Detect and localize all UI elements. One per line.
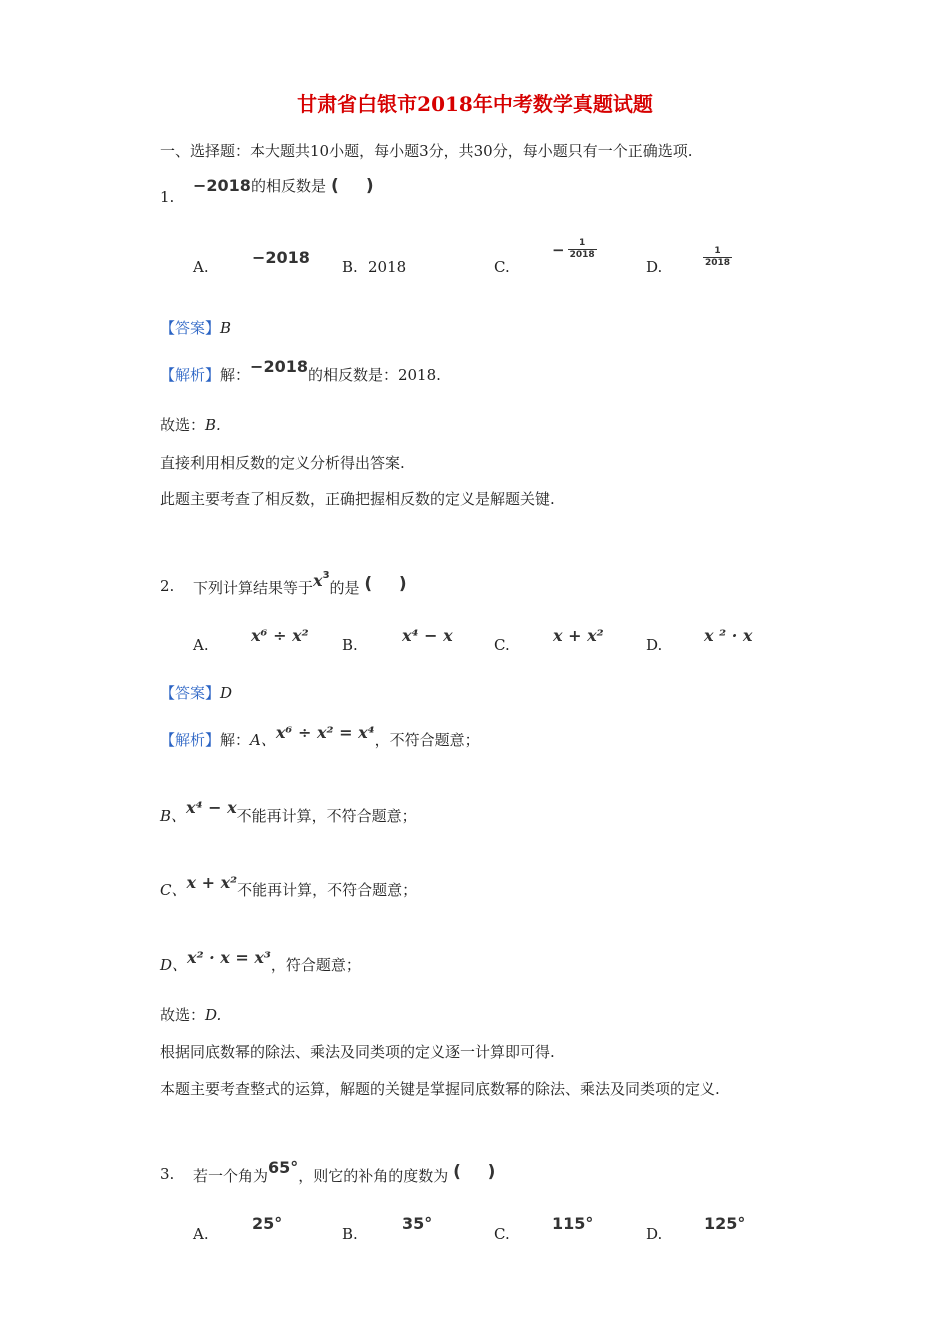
q2-stem-pre: 下列计算结果等于: [193, 579, 314, 597]
q1-option-a-label: A.: [193, 258, 209, 276]
q3-option-d-label: D.: [646, 1225, 663, 1243]
q1-analysis-post: 的相反数是：2018.: [307, 366, 441, 384]
q1-stem: [193, 175, 374, 196]
q2-b-expr: x⁴ − x: [186, 798, 237, 817]
q2-b-letter: B、: [160, 807, 187, 825]
q3-stem-expr: 65°: [268, 1158, 299, 1177]
q3-paren-open: (: [453, 1162, 461, 1182]
q3-stem-post: ，则它的补角的度数为: [298, 1167, 449, 1185]
q2-option-a-label: A.: [193, 636, 209, 654]
q2-analysis-tag: 【解析】: [160, 731, 221, 749]
q1-choose-letter: B.: [205, 416, 221, 434]
q1-analysis: [160, 357, 441, 385]
q1-option-c-numerator: 1: [578, 238, 586, 248]
q2-option-d-value: x ² · x: [704, 626, 753, 645]
q1-option-d-denominator: 2018: [705, 258, 731, 268]
q2-option-d-label: D.: [646, 636, 663, 654]
q1-option-d-fraction: [703, 246, 732, 269]
q2-stem-exp: 3: [322, 570, 330, 581]
q2-analysis-c: [160, 873, 418, 900]
q2-b-text: 不能再计算，不符合题意；: [236, 807, 417, 825]
q3-stem: [193, 1158, 496, 1186]
q2-option-b-label: B.: [342, 636, 358, 654]
q1-answer: [160, 317, 231, 338]
q2-number: 2.: [160, 577, 175, 595]
q2-c-expr: x + x²: [186, 873, 238, 892]
q2-c-letter: C、: [160, 881, 187, 899]
q2-option-c-label: C.: [494, 636, 510, 654]
q3-number: 3.: [160, 1165, 175, 1183]
q1-paren-open: (: [331, 176, 339, 196]
q2-explanation-2: 本题主要考查整式的运算，解题的关键是掌握同底数幂的除法、乘法及同类项的定义.: [160, 1080, 720, 1098]
q2-a-letter: A、: [250, 731, 276, 749]
q1-option-c-label: C.: [494, 258, 510, 276]
q1-choose-text: 故选：: [160, 416, 206, 434]
q1-explanation-1: 直接利用相反数的定义分析得出答案.: [160, 454, 405, 472]
q1-choose: [160, 414, 221, 435]
q1-option-d-value: [703, 238, 732, 269]
q3-option-b-label: B.: [342, 1225, 358, 1243]
q1-answer-value: B: [220, 319, 232, 337]
q2-a-text: ，不符合题意；: [374, 731, 480, 749]
q2-option-b-value: x⁴ − x: [402, 626, 453, 645]
q2-analysis-d: [160, 948, 361, 975]
q1-option-c-sign: −: [552, 240, 565, 259]
q2-option-a-value: x⁶ ÷ x²: [251, 626, 309, 645]
q3-option-a-value: 25°: [252, 1214, 283, 1233]
q3-option-c-label: C.: [494, 1225, 510, 1243]
q2-d-text: ，符合题意；: [270, 956, 361, 974]
q3-paren-close: ): [487, 1162, 496, 1182]
q2-analysis-pre: 解：: [220, 731, 251, 749]
q1-option-d-label: D.: [646, 258, 663, 276]
q1-option-d-numerator: 1: [714, 246, 721, 256]
q3-stem-pre: 若一个角为: [193, 1167, 269, 1185]
q2-c-text: 不能再计算，不符合题意；: [237, 881, 418, 899]
q1-option-b-value: 2018: [368, 258, 407, 276]
q1-option-c-denominator: 2018: [569, 250, 595, 260]
q1-stem-text: 的相反数是: [250, 177, 326, 195]
q1-analysis-expr: −2018: [250, 357, 308, 376]
q2-analysis-b: [160, 798, 417, 826]
q2-choose-letter: D.: [205, 1006, 222, 1024]
section-heading: 一、选择题：本大题共10小题，每小题3分，共30分，每小题只有一个正确选项.: [160, 142, 693, 160]
q3-option-a-label: A.: [193, 1225, 209, 1243]
q1-analysis-tag: 【解析】: [160, 366, 221, 384]
q2-explanation-1: 根据同底数幂的除法、乘法及同类项的定义逐一计算即可得.: [160, 1043, 555, 1061]
q2-answer-tag: 【答案】: [160, 684, 221, 702]
q2-option-c-value: x + x²: [553, 626, 604, 645]
q1-option-a-value: −2018: [252, 248, 310, 267]
q2-stem: [193, 570, 407, 598]
q3-option-d-value: 125°: [704, 1214, 746, 1233]
q1-explanation-2: 此题主要考查了相反数，正确把握相反数的定义是解题关键.: [160, 490, 555, 508]
q2-a-expr: x⁶ ÷ x² = x⁴: [275, 723, 375, 742]
q1-expr: −2018: [193, 176, 251, 195]
q2-d-expr: x² · x = x³: [187, 948, 271, 967]
q2-stem-post: 的是: [329, 579, 360, 597]
q2-stem-x: x: [313, 571, 323, 590]
document-title: 甘肃省白银市2018年中考数学真题试题: [297, 92, 653, 116]
q2-analysis-a: [160, 723, 480, 750]
q2-paren-close: ): [398, 574, 407, 594]
q2-choose: [160, 1004, 221, 1025]
q1-answer-tag: 【答案】: [160, 319, 221, 337]
q2-answer-value: D: [220, 684, 233, 702]
q1-analysis-pre: 解：: [220, 366, 251, 384]
q3-option-c-value: 115°: [552, 1214, 594, 1233]
q1-option-c-value: [552, 238, 597, 261]
q2-choose-text: 故选：: [160, 1006, 206, 1024]
q2-d-letter: D、: [160, 956, 188, 974]
q2-paren-open: (: [364, 574, 373, 594]
q1-option-c-fraction: [568, 238, 597, 261]
q3-option-b-value: 35°: [402, 1214, 433, 1233]
q1-paren-close: ): [365, 176, 374, 196]
q2-answer: [160, 682, 232, 703]
q1-number: 1.: [160, 188, 175, 206]
q1-option-b-label: B.: [342, 258, 358, 276]
